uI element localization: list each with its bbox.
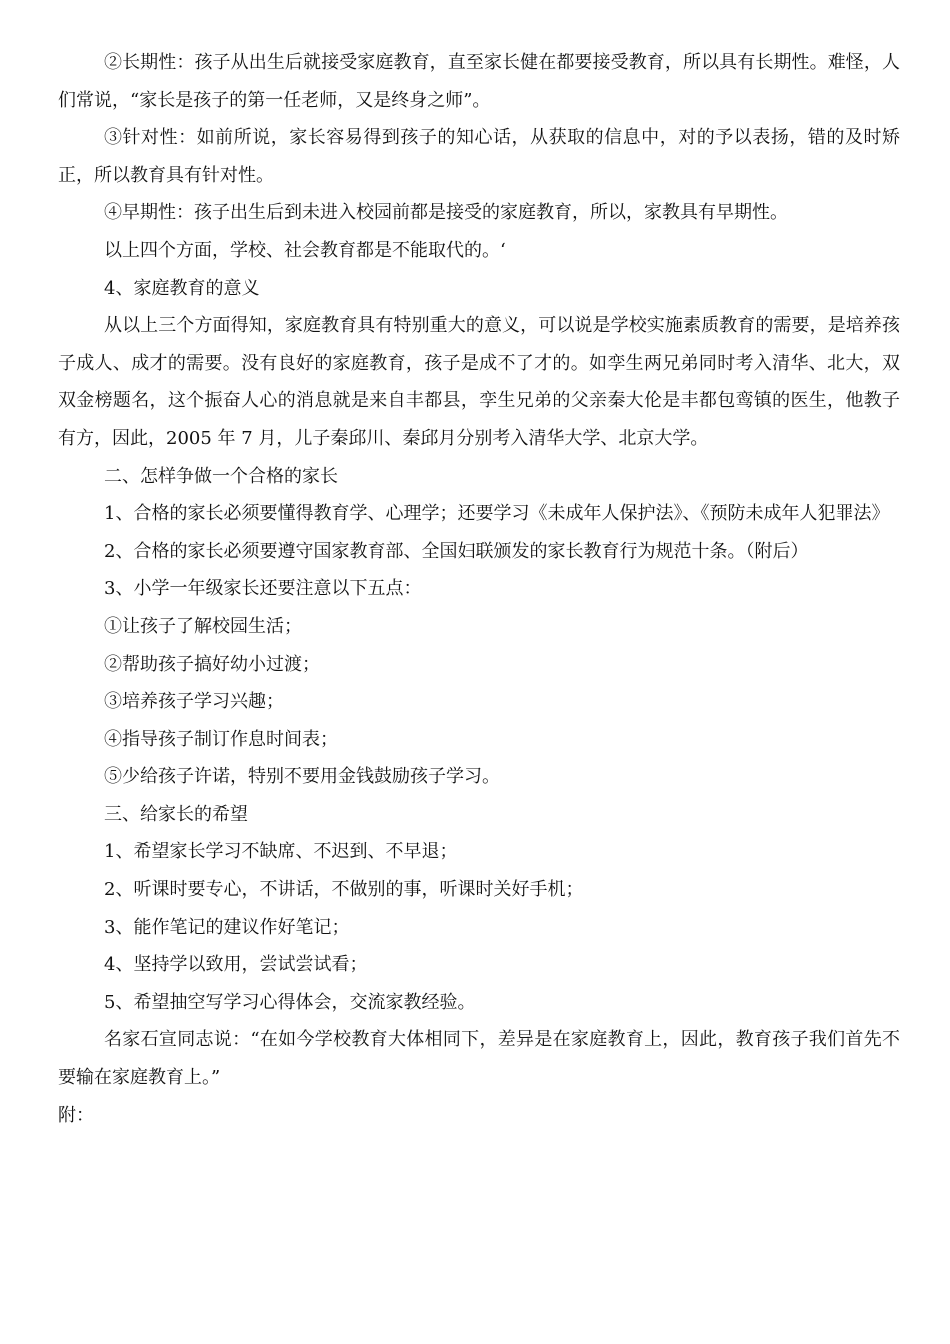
list-item-first-grade: 3、小学一年级家长还要注意以下五点：	[104, 578, 422, 600]
paragraph-significance: 从以上三个方面得知，家庭教育具有特别重大的意义，可以说是学校实施素质教育的需要，是培养孩子成人、成才的需要。没有良好的家庭教育，孩子是成不了才的。如孪生两兄弟同时考入清华、北大，双双金榜题名，这个振奋人心的消息就是来自丰都县，孪生兄弟的父亲秦大伦是丰都包鸾镇的医生，他教子有方，因此，2005 年 7 月，儿子秦邱川、秦邱月分别考入清华大学、北京大学。	[58, 315, 900, 449]
list-item-experience: 5、希望抽空写学习心得体会，交流家教经验。	[104, 991, 476, 1013]
list-item-knowledge: 1、合格的家长必须要懂得教育学、心理学；还要学习《未成年人保护法》、《预防未成年人犯罪法》	[104, 503, 890, 525]
paragraph-early: ④早期性：孩子出生后到未进入校园前都是接受的家庭教育，所以，家教具有早期性。	[104, 202, 788, 224]
heading-significance: 4、家庭教育的意义	[104, 277, 260, 299]
document-page	[58, 44, 900, 1134]
paragraph-irreplaceable: 以上四个方面，学校、社会教育都是不能取代的。‘	[104, 239, 506, 261]
list-item-promises: ⑤少给孩子许诺，特别不要用金钱鼓励孩子学习。	[104, 766, 500, 788]
list-item-norms: 2、合格的家长必须要遵守国家教育部、全国妇联颁发的家长教育行为规范十条。（附后）	[104, 540, 809, 562]
list-item-interest: ③培养孩子学习兴趣；	[104, 691, 284, 713]
list-item-notes: 3、能作笔记的建议作好笔记；	[104, 916, 350, 938]
list-item-schedule: ④指导孩子制订作息时间表；	[104, 728, 338, 750]
paragraph-quote: 名家石宣同志说：“在如今学校教育大体相同下，差异是在家庭教育上，因此，教育孩子我们首先不要输在家庭教育上。”	[58, 1029, 900, 1089]
appendix-label: 附：	[58, 1104, 94, 1126]
list-item-practice: 4、坚持学以致用，尝试尝试看；	[104, 954, 368, 976]
list-item-campus-life: ①让孩子了解校园生活；	[104, 615, 302, 637]
list-item-focus: 2、听课时要专心，不讲话，不做别的事，听课时关好手机；	[104, 879, 584, 901]
heading-hopes: 三、给家长的希望	[104, 803, 248, 825]
paragraph-targeted: ③针对性：如前所说，家长容易得到孩子的知心话，从获取的信息中，对的予以表扬，错的及时矫正，所以教育具有针对性。	[58, 127, 900, 186]
paragraph-long-term: ②长期性：孩子从出生后就接受家庭教育，直至家长健在都要接受教育，所以具有长期性。难怪，人们常说，“家长是孩子的第一任老师，又是终身之师”。	[58, 52, 900, 111]
heading-qualified-parent: 二、怎样争做一个合格的家长	[104, 465, 338, 487]
list-item-attendance: 1、希望家长学习不缺席、不迟到、不早退；	[104, 841, 458, 863]
list-item-transition: ②帮助孩子搞好幼小过渡；	[104, 653, 320, 675]
